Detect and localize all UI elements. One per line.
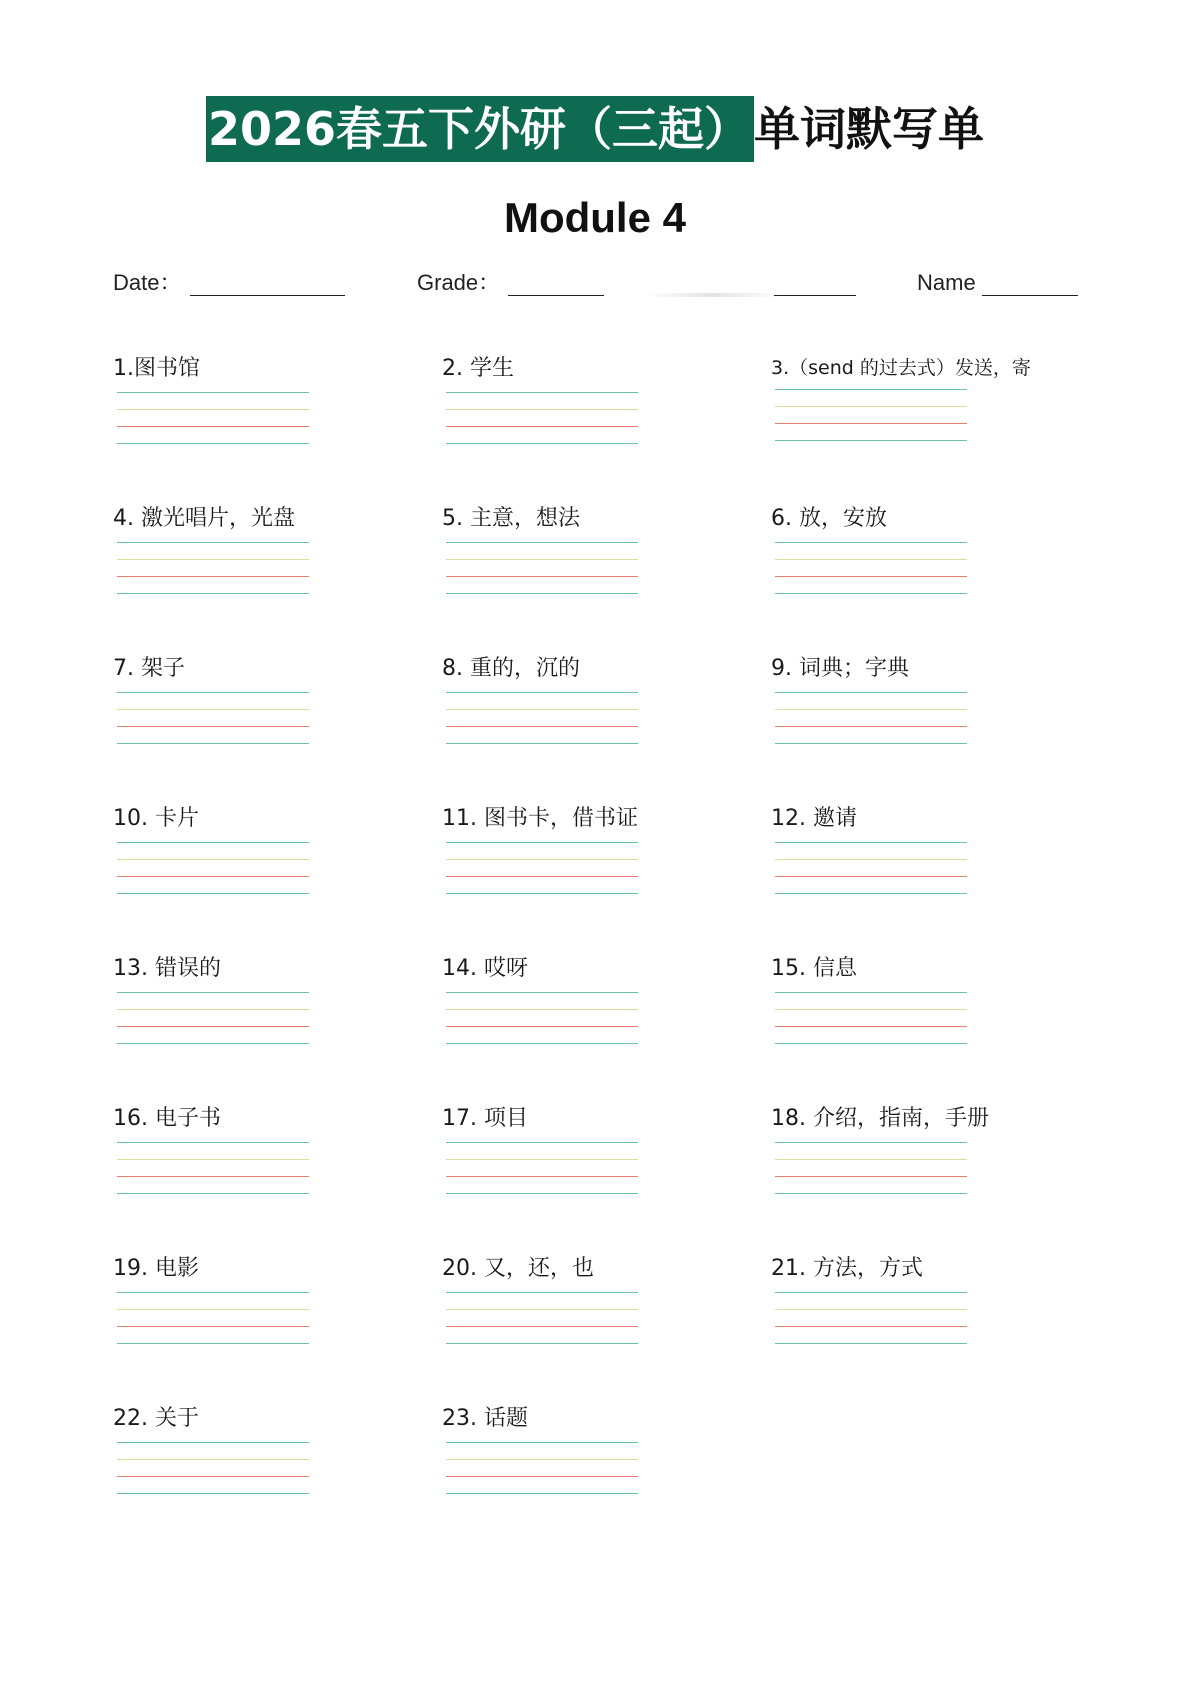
grade-blank[interactable] [508,295,604,296]
word-item [442,954,762,1064]
writing-line[interactable] [775,1326,967,1327]
writing-line[interactable] [446,992,638,993]
word-item [771,804,1091,914]
word-prompt: 19. 电影 [113,1256,199,1281]
writing-line[interactable] [117,1459,309,1460]
writing-line[interactable] [446,1343,638,1344]
writing-line[interactable] [446,1009,638,1010]
word-prompt: 7. 架子 [113,656,185,681]
word-item [442,1254,762,1364]
word-item [771,1254,1091,1364]
word-prompt: 15. 信息 [771,956,857,981]
writing-line[interactable] [775,1176,967,1177]
word-item [771,654,1091,764]
writing-line[interactable] [446,1493,638,1494]
writing-line[interactable] [775,992,967,993]
writing-line[interactable] [117,842,309,843]
writing-line[interactable] [775,440,967,441]
name-blank[interactable] [982,295,1078,296]
writing-line[interactable] [117,726,309,727]
writing-line[interactable] [117,1476,309,1477]
writing-line[interactable] [446,426,638,427]
writing-line[interactable] [446,559,638,560]
writing-line[interactable] [117,893,309,894]
word-prompt: 8. 重的，沉的 [442,656,580,681]
word-prompt: 9. 词典；字典 [771,656,909,681]
writing-line[interactable] [446,1459,638,1460]
writing-line[interactable] [775,1043,967,1044]
writing-line[interactable] [446,1476,638,1477]
writing-line[interactable] [775,692,967,693]
writing-line[interactable] [775,542,967,543]
writing-line[interactable] [446,576,638,577]
word-prompt: 5. 主意，想法 [442,506,580,531]
module-heading: Module 4 [503,194,686,241]
word-item [113,804,433,914]
writing-line[interactable] [446,1442,638,1443]
writing-line[interactable] [775,406,967,407]
writing-line[interactable] [446,593,638,594]
writing-line[interactable] [775,1026,967,1027]
writing-line[interactable] [775,593,967,594]
writing-line[interactable] [775,1343,967,1344]
writing-line[interactable] [117,1309,309,1310]
word-item [771,954,1091,1064]
word-prompt: 21. 方法，方式 [771,1256,923,1281]
writing-line[interactable] [446,1043,638,1044]
writing-line[interactable] [117,859,309,860]
writing-line[interactable] [117,542,309,543]
writing-line[interactable] [117,692,309,693]
writing-line[interactable] [775,389,967,390]
word-prompt: 3.（send 的过去式）发送，寄 [771,357,1031,379]
writing-line[interactable] [117,1193,309,1194]
title-rest: 单词默写单 [754,102,985,156]
word-item [113,1104,433,1214]
word-prompt: 14. 哎呀 [442,956,528,981]
word-prompt: 6. 放，安放 [771,506,887,531]
writing-line[interactable] [446,443,638,444]
writing-line[interactable] [775,893,967,894]
writing-line[interactable] [117,1343,309,1344]
word-item [442,654,762,764]
writing-line[interactable] [117,743,309,744]
writing-line[interactable] [117,559,309,560]
writing-line[interactable] [117,1009,309,1010]
word-item [442,1404,762,1514]
writing-line[interactable] [117,576,309,577]
writing-line[interactable] [117,1026,309,1027]
writing-line[interactable] [446,1159,638,1160]
writing-line[interactable] [446,1176,638,1177]
word-prompt: 17. 项目 [442,1106,528,1131]
writing-line[interactable] [117,992,309,993]
writing-line[interactable] [117,426,309,427]
writing-line[interactable] [446,542,638,543]
blurred-field [644,293,784,297]
word-prompt: 1.图书馆 [113,356,200,381]
word-item [442,504,762,614]
writing-line[interactable] [117,1176,309,1177]
writing-line[interactable] [117,1159,309,1160]
writing-line[interactable] [446,1292,638,1293]
word-prompt: 18. 介绍，指南，手册 [771,1106,989,1131]
writing-line[interactable] [117,1292,309,1293]
writing-line[interactable] [446,1326,638,1327]
writing-line[interactable] [446,709,638,710]
word-prompt: 11. 图书卡，借书证 [442,806,638,831]
word-item [113,954,433,1064]
writing-line[interactable] [117,392,309,393]
writing-line[interactable] [446,409,638,410]
writing-line[interactable] [775,423,967,424]
word-prompt: 2. 学生 [442,356,514,381]
writing-line[interactable] [117,443,309,444]
writing-line[interactable] [446,842,638,843]
writing-line[interactable] [117,1442,309,1443]
word-prompt: 13. 错误的 [113,956,221,981]
writing-line[interactable] [446,1193,638,1194]
title-highlighted: 2026春五下外研（三起） [206,96,754,162]
writing-line[interactable] [446,893,638,894]
student-info-row [0,268,1190,304]
writing-line[interactable] [117,709,309,710]
writing-line[interactable] [117,876,309,877]
writing-line[interactable] [775,859,967,860]
word-item [771,353,1091,463]
word-item [113,1404,433,1514]
word-item [442,804,762,914]
date-label: Date： [113,270,182,295]
date-blank[interactable] [190,295,345,296]
word-prompt: 20. 又，还，也 [442,1256,594,1281]
writing-line[interactable] [446,859,638,860]
word-prompt: 12. 邀请 [771,806,857,831]
writing-line[interactable] [117,1493,309,1494]
word-item [113,1254,433,1364]
class-blank[interactable] [774,295,856,296]
writing-line[interactable] [446,876,638,877]
word-prompt: 23. 话题 [442,1406,528,1431]
writing-line[interactable] [775,842,967,843]
worksheet-title [0,96,1190,162]
word-item [771,1104,1091,1214]
writing-line[interactable] [775,726,967,727]
word-item [442,1104,762,1214]
word-prompt: 22. 关于 [113,1406,199,1431]
writing-line[interactable] [775,743,967,744]
writing-line[interactable] [446,1142,638,1143]
writing-line[interactable] [446,726,638,727]
writing-line[interactable] [775,1142,967,1143]
writing-line[interactable] [446,1026,638,1027]
grade-label: Grade： [417,270,501,295]
word-prompt: 16. 电子书 [113,1106,221,1131]
writing-line[interactable] [117,1043,309,1044]
writing-line[interactable] [775,1009,967,1010]
writing-line[interactable] [775,1159,967,1160]
word-item [771,504,1091,614]
writing-line[interactable] [775,559,967,560]
writing-line[interactable] [775,1292,967,1293]
name-label: Name [917,270,976,295]
writing-line[interactable] [775,876,967,877]
word-item [113,504,433,614]
writing-line[interactable] [775,1309,967,1310]
writing-line[interactable] [117,593,309,594]
word-item [113,654,433,764]
word-item [113,354,433,464]
writing-line[interactable] [117,409,309,410]
writing-line[interactable] [446,692,638,693]
writing-line[interactable] [446,1309,638,1310]
word-item [442,354,762,464]
word-prompt: 10. 卡片 [113,806,199,831]
word-prompt: 4. 激光唱片，光盘 [113,506,295,531]
writing-line[interactable] [446,743,638,744]
writing-line[interactable] [117,1142,309,1143]
writing-line[interactable] [775,1193,967,1194]
writing-line[interactable] [117,1326,309,1327]
writing-line[interactable] [775,576,967,577]
writing-line[interactable] [775,709,967,710]
writing-line[interactable] [446,392,638,393]
